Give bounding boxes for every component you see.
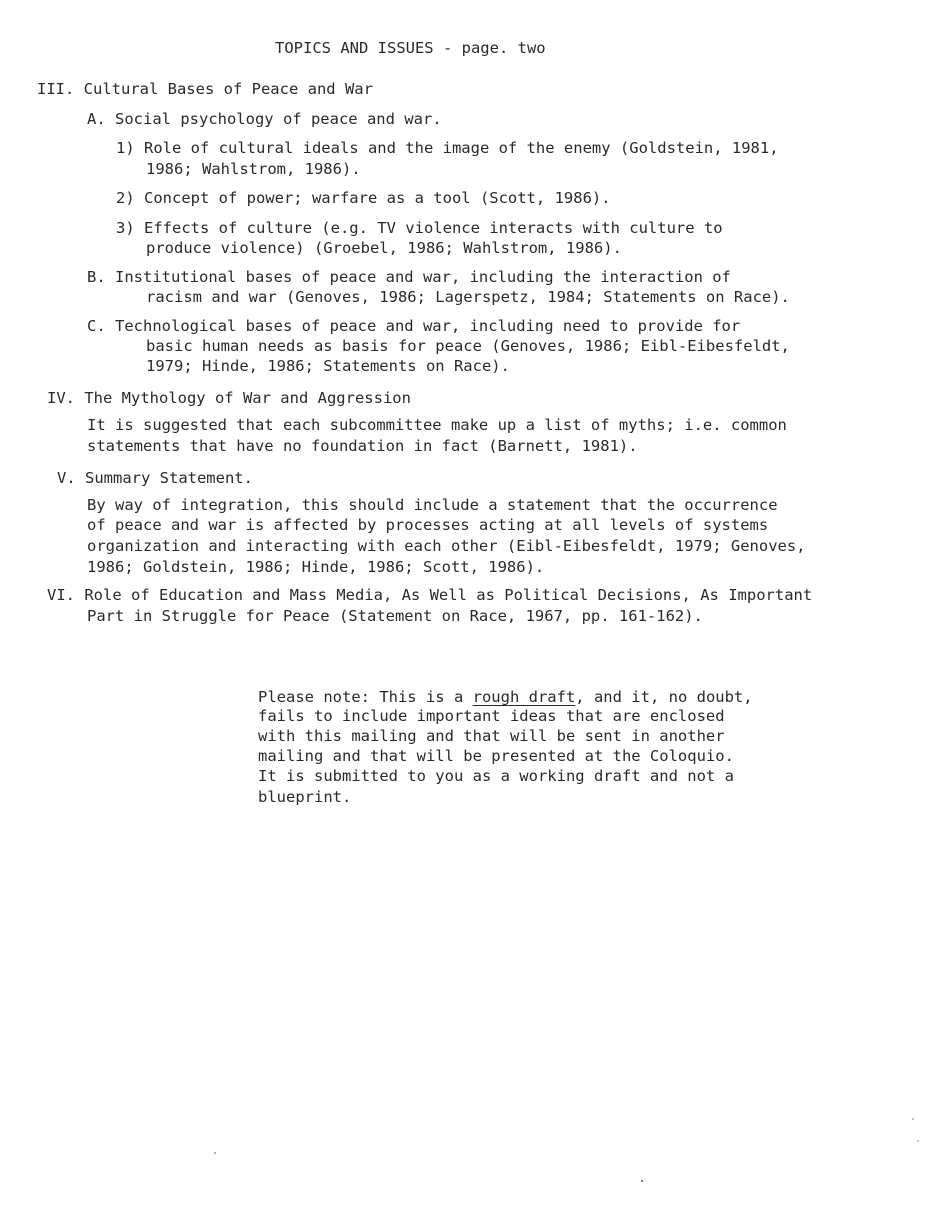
note-line-5: It is submitted to you as a working draft and not a — [258, 767, 734, 785]
note-line-4: mailing and that will be presented at the Coloquio. — [258, 747, 734, 765]
note-line-3: with this mailing and that will be sent in another — [258, 727, 725, 745]
section-iii-b-line-2: racism and war (Genoves, 1986; Lagerspetz, 1984; Statements on Race). — [146, 288, 790, 306]
note-line-2: fails to include important ideas that are enclosed — [258, 707, 725, 725]
scan-speck — [917, 1140, 919, 1142]
note-line-6: blueprint. — [258, 788, 352, 806]
section-iii-c-line-3: 1979; Hinde, 1986; Statements on Race). — [146, 357, 510, 375]
section-vi-line-2: Part in Struggle for Peace (Statement on Race, 1967, pp. 161-162). — [87, 607, 703, 625]
item-3-line-1: 3) Effects of culture (e.g. TV violence interacts with culture to — [116, 219, 723, 237]
scan-speck — [912, 1118, 914, 1120]
section-v-body-line-3: organization and interacting with each other (Eibl-Eibesfeldt, 1979; Genoves, — [87, 537, 806, 555]
section-iii-a-title: A. Social psychology of peace and war. — [87, 110, 442, 128]
section-v-body-line-4: 1986; Goldstein, 1986; Hinde, 1986; Scott, 1986). — [87, 558, 545, 576]
item-1-line-1: 1) Role of cultural ideals and the image of the enemy (Goldstein, 1981, — [116, 139, 779, 157]
section-iii-b-line-1: B. Institutional bases of peace and war, including the interaction of — [87, 268, 731, 286]
item-2-line-1: 2) Concept of power; warfare as a tool (Scott, 1986). — [116, 189, 611, 207]
note-prefix: Please note: This is a — [258, 688, 473, 706]
section-iv-title: IV. The Mythology of War and Aggression — [47, 389, 411, 407]
section-vi-line-1: VI. Role of Education and Mass Media, As Well as Political Decisions, As Important — [47, 586, 813, 604]
section-iii-c-line-2: basic human needs as basis for peace (Genoves, 1986; Eibl-Eibesfeldt, — [146, 337, 790, 355]
section-iv-body-line-2: statements that have no foundation in fact (Barnett, 1981). — [87, 437, 638, 455]
section-v-body-line-2: of peace and war is affected by processes acting at all levels of systems — [87, 516, 769, 534]
item-1-line-2: 1986; Wahlstrom, 1986). — [146, 160, 361, 178]
page-header: TOPICS AND ISSUES - page. two — [275, 39, 546, 57]
scan-speck — [214, 1152, 216, 1154]
section-iii-title: III. Cultural Bases of Peace and War — [37, 80, 373, 98]
section-v-title: V. Summary Statement. — [57, 469, 253, 487]
scan-speck — [641, 1180, 643, 1182]
note-underlined-phrase: rough draft — [472, 688, 576, 706]
section-v-body-line-1: By way of integration, this should include a statement that the occurrence — [87, 496, 778, 514]
section-iv-body-line-1: It is suggested that each subcommittee make up a list of myths; i.e. common — [87, 416, 787, 434]
note-line-1 — [258, 687, 753, 707]
section-iii-c-line-1: C. Technological bases of peace and war, including need to provide for — [87, 317, 741, 335]
note-suffix: , and it, no doubt, — [575, 688, 753, 706]
item-3-line-2: produce violence) (Groebel, 1986; Wahlstrom, 1986). — [146, 239, 622, 257]
